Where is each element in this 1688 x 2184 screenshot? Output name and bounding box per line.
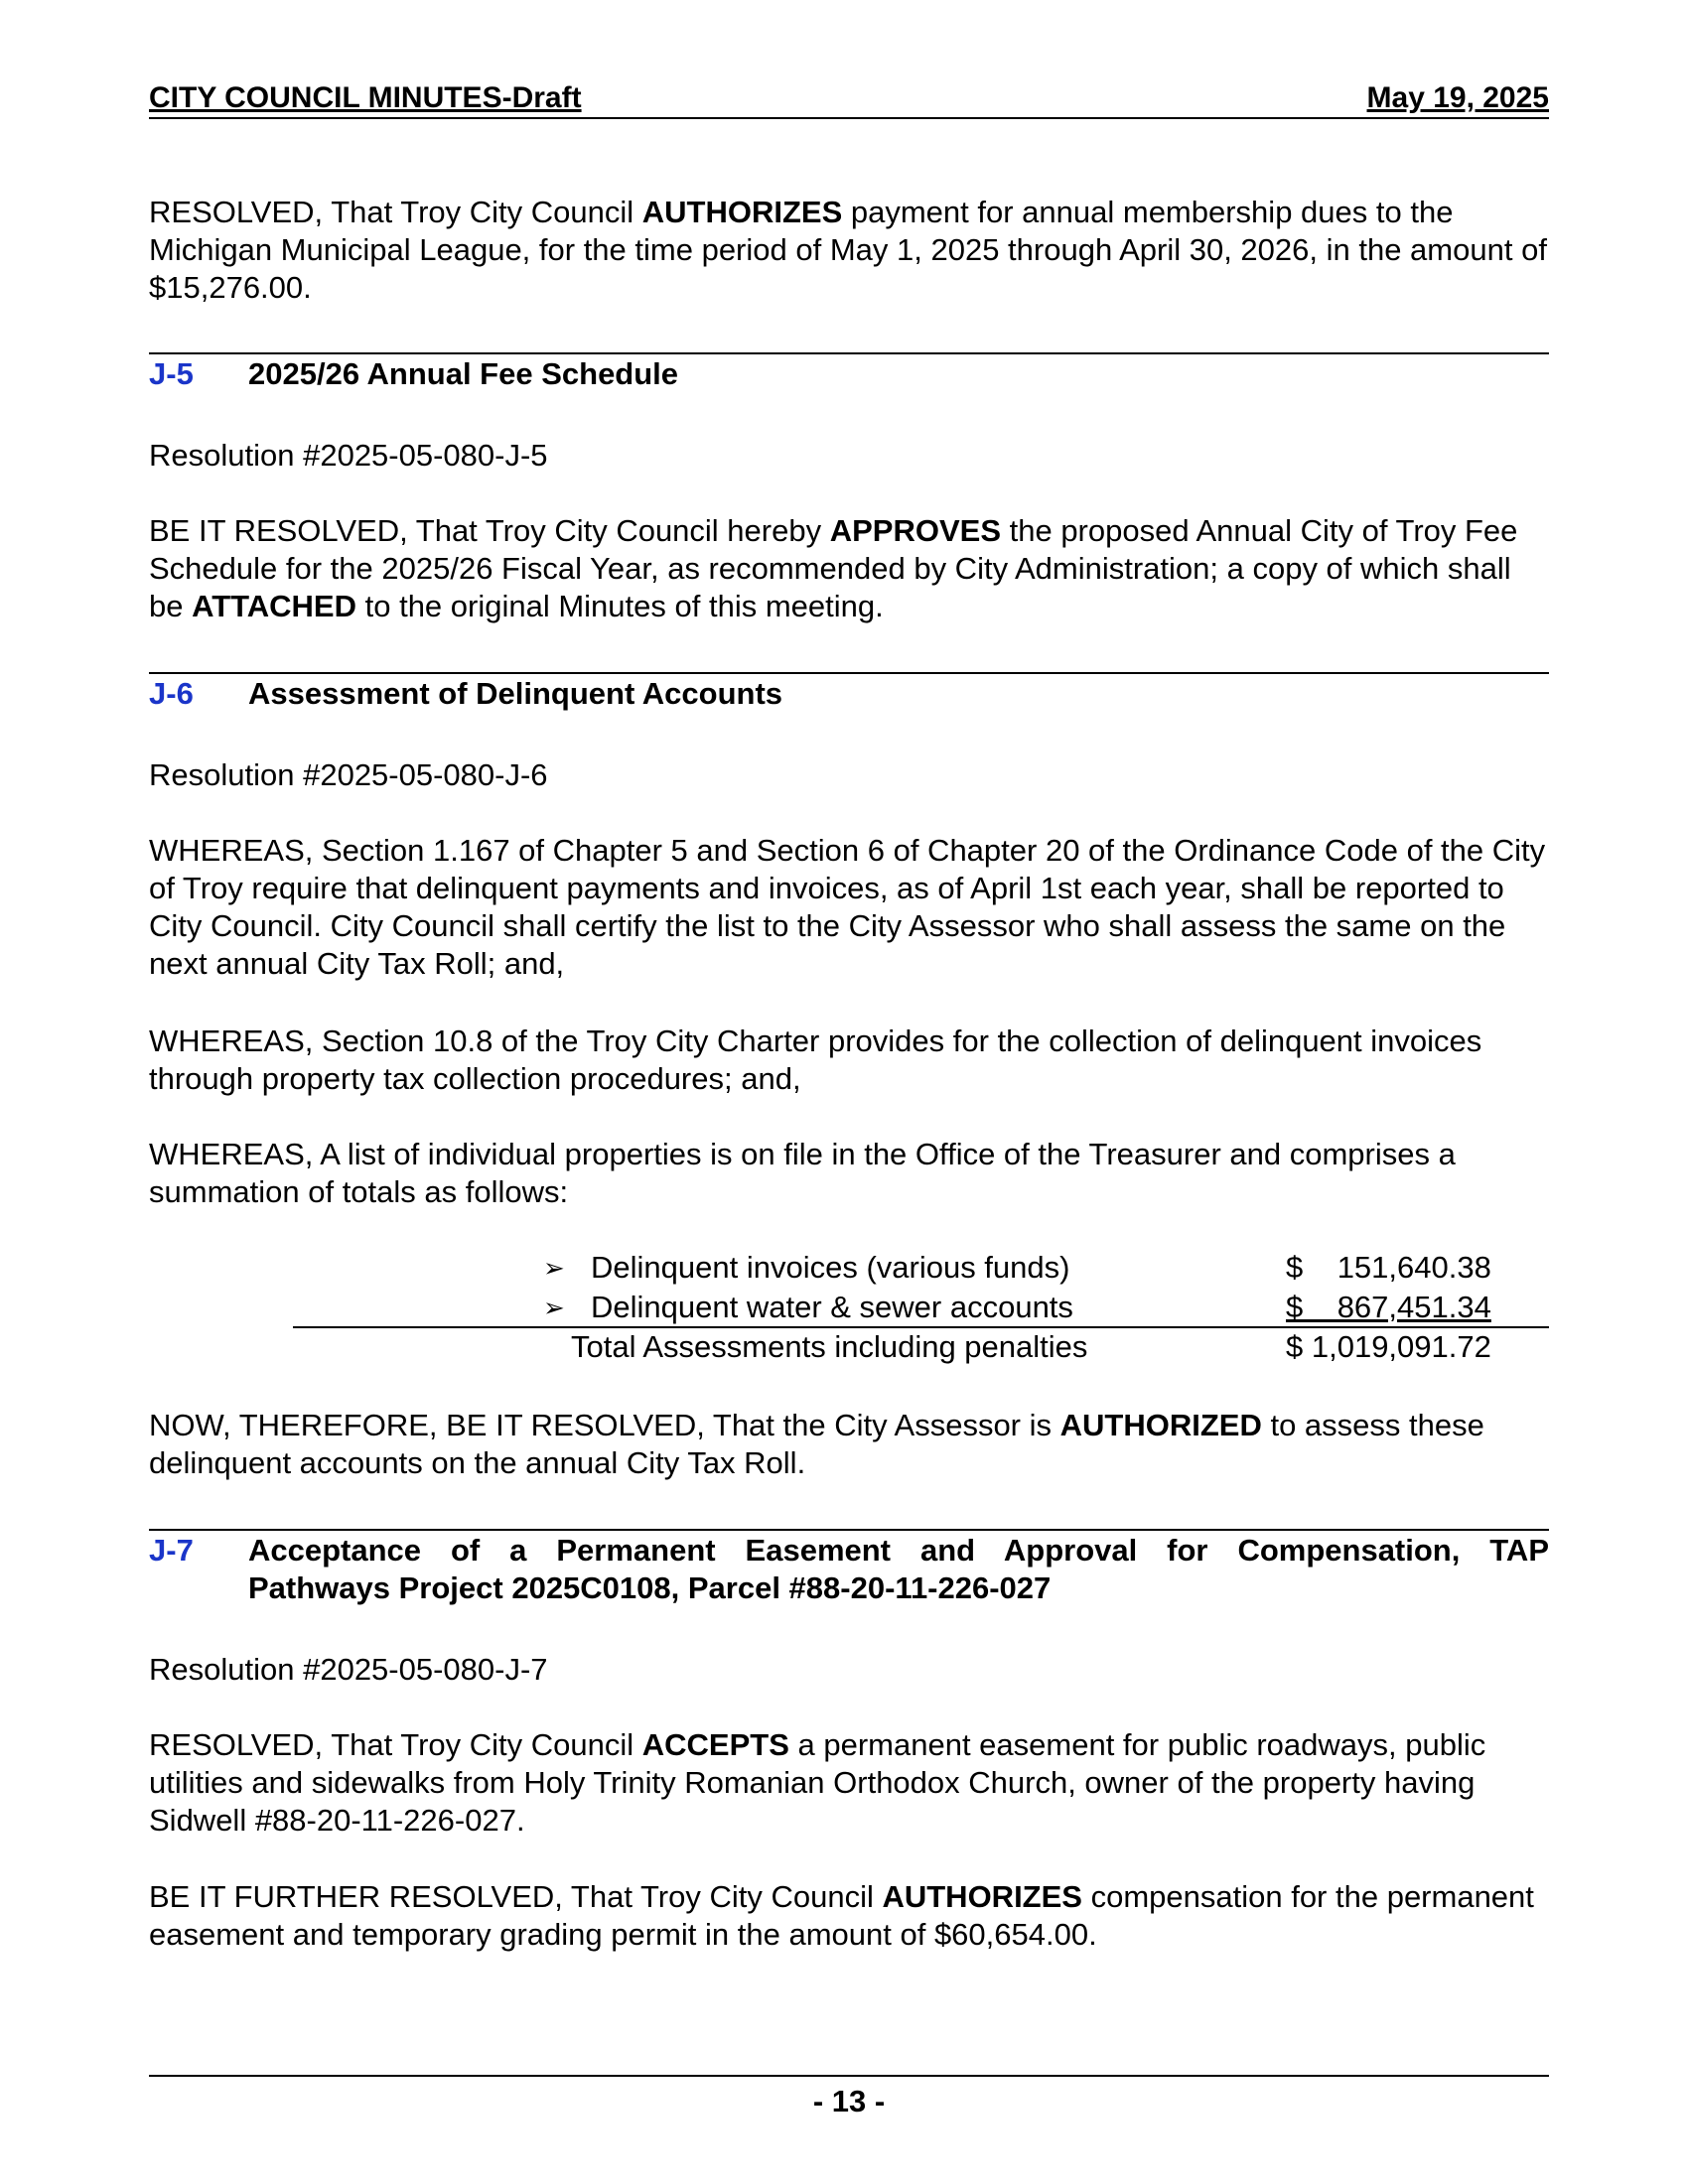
text-run: BE IT FURTHER RESOLVED, That Troy City Council [149,1879,883,1914]
header-date: May 19, 2025 [1366,81,1549,114]
text-run: compensation for the permanent easement and temporary grading permit in the amount of $60,654.00. [149,1879,1534,1952]
section-divider [149,672,1549,674]
page-number: - 13 - [812,2084,886,2118]
whereas-paragraph: WHEREAS, Section 1.167 of Chapter 5 and Section 6 of Chapter 20 of the Ordinance Code of the City of Troy require that delinquent payments and invoices, as of April 1st each year, shall be reported to City Council. City Council shall certify the list to the City Assessor who shall assess the same on the next annual City Tax Roll; and, [149,833,1546,981]
section-divider [149,352,1549,354]
delinquent-totals-table [293,1249,1549,1368]
table-total-row [293,1328,1549,1368]
resolution-number: Resolution #2025-05-080-J-5 [149,438,548,473]
total-label: Total Assessments including penalties [571,1329,1088,1364]
total-amount: $ 1,019,091.72 [1286,1329,1491,1364]
bold-text: AUTHORIZES [882,1879,1082,1914]
footer-divider [149,2075,1549,2077]
j6-whereas-2 [149,1023,1549,1098]
text-run: BE IT RESOLVED, That Troy City Council hereby [149,513,830,548]
item-title: Assessment of Delinquent Accounts [248,676,783,711]
resolution-number-j6 [149,756,1549,794]
row-amount: $ 151,640.38 [1286,1250,1491,1285]
j6-now-therefore [149,1407,1549,1482]
text-run: a permanent easement for public roadways, public utilities and sidewalks from Holy Trinity Romanian Orthodox Church, owner of the property having Sidwell #88-20-11-226-027. [149,1727,1486,1838]
j5-paragraph [149,512,1549,625]
arrow-bullet-icon: ➢ [543,1253,565,1283]
item-code: J-7 [149,1533,194,1568]
whereas-paragraph: WHEREAS, A list of individual properties is on file in the Office of the Treasurer and comprises a summation of totals as follows: [149,1137,1456,1209]
item-code: J-5 [149,356,194,391]
item-title-line: Acceptance of a Permanent Easement and Approval for Compensation, TAP [248,1533,1549,1568]
bold-text: ATTACHED [192,589,356,623]
row-label: Delinquent invoices (various funds) [591,1250,1070,1285]
item-title [248,1532,1549,1607]
item-title-line: Pathways Project 2025C0108, Parcel #88-20-11-226-027 [248,1570,1052,1605]
j7-paragraph [149,1726,1549,1840]
row-amount: $ 867,451.34 [1286,1290,1491,1324]
row-label: Delinquent water & sewer accounts [591,1290,1073,1324]
arrow-bullet-icon: ➢ [543,1293,565,1322]
text-run: RESOLVED, That Troy City Council [149,1727,642,1762]
whereas-paragraph: WHEREAS, Section 10.8 of the Troy City Charter provides for the collection of delinquent invoices through property tax collection procedures; and, [149,1024,1482,1096]
j5-body [149,512,1549,625]
j6-whereas-1 [149,832,1549,983]
j7-paragraph [149,1878,1549,1954]
resolution-number: Resolution #2025-05-080-J-7 [149,1652,548,1687]
j7-body-1 [149,1726,1549,1840]
text-run: RESOLVED, That Troy City Council [149,195,642,229]
header-title: CITY COUNCIL MINUTES-Draft [149,81,582,114]
table-row [293,1249,1549,1289]
text-run: NOW, THEREFORE, BE IT RESOLVED, That the City Assessor is [149,1408,1060,1442]
bold-text: AUTHORIZED [1059,1408,1262,1442]
text-run: to the original Minutes of this meeting. [356,589,884,623]
intro-paragraph [149,194,1549,307]
intro-resolution [149,194,1549,307]
now-therefore-paragraph [149,1407,1549,1482]
bold-text: AUTHORIZES [641,195,843,229]
j7-body-2 [149,1878,1549,1954]
bold-text: APPROVES [829,513,1001,548]
resolution-number-j7 [149,1651,1549,1689]
text-run: the proposed Annual City of Troy Fee Schedule for the 2025/26 Fiscal Year, as recommended by City Administration; a copy of which shall be [149,513,1518,623]
item-title: 2025/26 Annual Fee Schedule [248,356,679,391]
table-divider [293,1326,1549,1328]
bold-text: ACCEPTS [641,1727,789,1762]
text-run: to assess these delinquent accounts on the annual City Tax Roll. [149,1408,1484,1480]
j6-whereas-3 [149,1136,1549,1211]
text-run: payment for annual membership dues to the Michigan Municipal League, for the time period of May 1, 2025 through April 30, 2026, in the amount of $15,276.00. [149,195,1547,305]
item-code: J-6 [149,676,194,711]
page-header [149,79,1549,119]
section-divider [149,1529,1549,1531]
table-row [293,1289,1549,1328]
resolution-number-j5 [149,437,1549,475]
resolution-number: Resolution #2025-05-080-J-6 [149,757,548,792]
